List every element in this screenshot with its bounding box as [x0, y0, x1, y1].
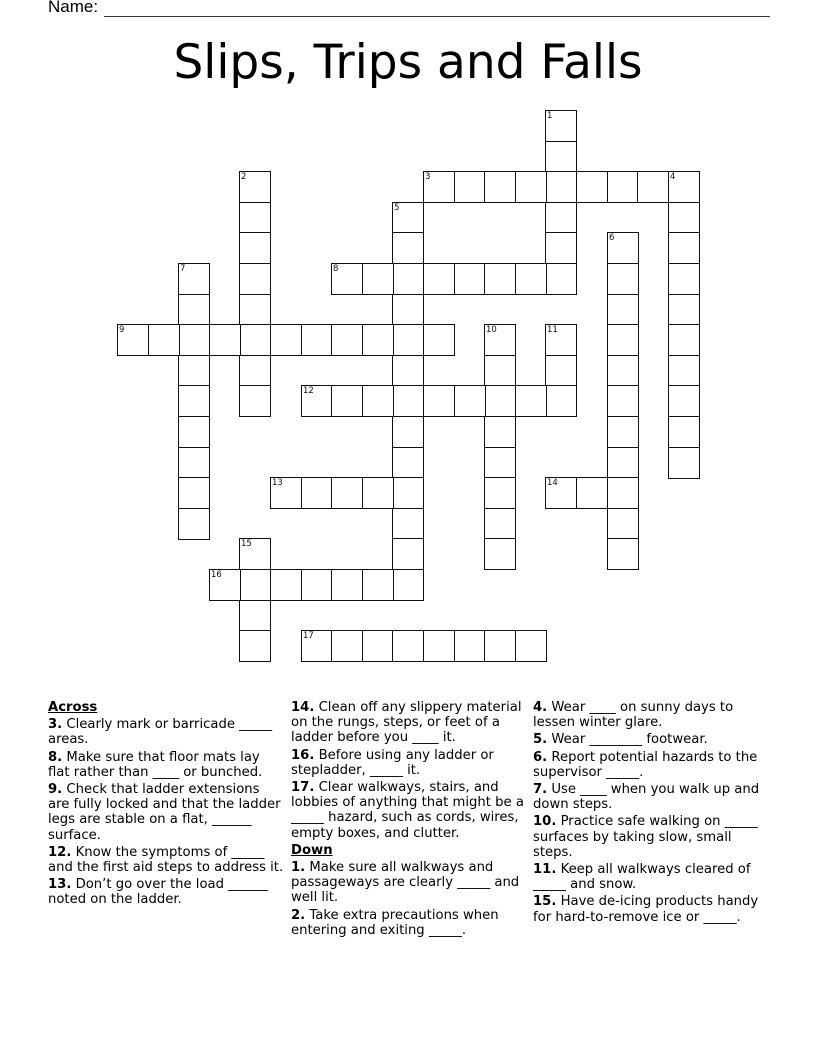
grid-cell[interactable]: [454, 171, 486, 203]
grid-cell[interactable]: [178, 355, 210, 387]
grid-cell[interactable]: [668, 202, 700, 234]
clue-number: 8: [333, 264, 339, 274]
clue-across-12: 12. Know the symptoms of _____ and the first aid steps to address it.: [48, 844, 284, 876]
grid-cell[interactable]: [607, 355, 639, 387]
grid-cell[interactable]: [545, 477, 577, 509]
grid-cell[interactable]: [392, 447, 424, 479]
clue-number: 11: [547, 325, 558, 335]
grid-cell[interactable]: [607, 232, 639, 264]
grid-cell[interactable]: [178, 324, 210, 356]
grid-cell[interactable]: [301, 324, 333, 356]
grid-cell[interactable]: [423, 171, 455, 203]
clue-down-2: 2. Take extra precautions when entering and exiting _____.: [291, 907, 499, 938]
clue-number: 14: [547, 478, 558, 488]
clue-down-4: 4. Wear ____ on sunny days to lessen winter glare.: [533, 700, 734, 731]
clue-across-13: 13. Don’t go over the load ______ noted on the ladder.: [48, 877, 268, 908]
grid-cell[interactable]: [607, 263, 639, 295]
grid-cell[interactable]: [484, 171, 516, 203]
grid-cell[interactable]: [239, 538, 271, 570]
grid-cell[interactable]: [484, 538, 516, 570]
grid-cell[interactable]: [178, 263, 210, 295]
grid-cell[interactable]: [423, 630, 455, 662]
grid-cell[interactable]: [362, 385, 394, 417]
clues-column-3: [533, 700, 769, 927]
grid-cell[interactable]: [331, 477, 363, 509]
grid-cell[interactable]: [392, 263, 424, 295]
grid-cell[interactable]: [239, 171, 271, 203]
grid-cell[interactable]: [392, 569, 424, 601]
grid-cell[interactable]: [668, 355, 700, 387]
grid-cell[interactable]: [239, 202, 271, 234]
grid-cell[interactable]: [545, 263, 577, 295]
clue-number: 12: [303, 386, 314, 396]
name-label: Name:: [48, 0, 99, 16]
grid-cell[interactable]: [178, 294, 210, 326]
grid-cell[interactable]: [545, 385, 577, 417]
clue-number: 6: [609, 233, 615, 243]
grid-cell[interactable]: [576, 171, 608, 203]
grid-cell[interactable]: [484, 263, 516, 295]
grid-cell[interactable]: [515, 171, 547, 203]
grid-cell[interactable]: [545, 110, 577, 142]
grid-cell[interactable]: [331, 569, 363, 601]
grid-cell[interactable]: [607, 385, 639, 417]
grid-cell[interactable]: [423, 385, 455, 417]
grid-cell[interactable]: [454, 263, 486, 295]
grid-cell[interactable]: [209, 324, 241, 356]
grid-cell[interactable]: [668, 263, 700, 295]
grid-cell[interactable]: [331, 263, 363, 295]
grid-cell[interactable]: [515, 630, 547, 662]
grid-cell[interactable]: [362, 477, 394, 509]
grid-cell[interactable]: [484, 385, 516, 417]
grid-cell[interactable]: [484, 355, 516, 387]
clue-number: 7: [180, 264, 186, 274]
grid-cell[interactable]: [270, 477, 302, 509]
clue-across-9: 9. Check that ladder extensions are fully locked and that the ladder legs are stable on a flat, ______ surface.: [48, 782, 281, 843]
grid-cell[interactable]: [423, 263, 455, 295]
grid-cell[interactable]: [668, 324, 700, 356]
grid-cell[interactable]: [545, 141, 577, 173]
grid-cell[interactable]: [362, 630, 394, 662]
grid-cell[interactable]: [209, 569, 241, 601]
grid-cell[interactable]: [362, 263, 394, 295]
grid-cell[interactable]: [515, 263, 547, 295]
grid-cell[interactable]: [239, 232, 271, 264]
grid-cell[interactable]: [484, 477, 516, 509]
across-heading: Across: [48, 700, 98, 715]
grid-cell[interactable]: [484, 416, 516, 448]
grid-cell[interactable]: [362, 324, 394, 356]
grid-cell[interactable]: [270, 569, 302, 601]
grid-cell[interactable]: [301, 630, 333, 662]
grid-cell[interactable]: [454, 630, 486, 662]
grid-cell[interactable]: [545, 355, 577, 387]
clue-number: 3: [425, 172, 431, 182]
grid-cell[interactable]: [392, 202, 424, 234]
clue-down-15: 15. Have de-icing products handy for hard-to-remove ice or _____.: [533, 894, 759, 925]
grid-cell[interactable]: [607, 294, 639, 326]
grid-cell[interactable]: [178, 447, 210, 479]
grid-cell[interactable]: [239, 385, 271, 417]
grid-cell[interactable]: [178, 508, 210, 540]
grid-cell[interactable]: [607, 171, 639, 203]
clue-across-17: 17. Clear walkways, stairs, and lobbies of anything that might be a _____ hazard, such as cords, wires, empty boxes, and clutter.: [291, 780, 524, 841]
grid-cell[interactable]: [392, 294, 424, 326]
clue-across-14: 14. Clean off any slippery material on the rungs, steps, or feet of a ladder before you ____ it.: [291, 700, 522, 746]
clue-number: 9: [119, 325, 125, 335]
grid-cell[interactable]: [301, 569, 333, 601]
grid-cell[interactable]: [392, 477, 424, 509]
grid-cell[interactable]: [148, 324, 180, 356]
clue-number: 17: [303, 631, 314, 641]
grid-cell[interactable]: [301, 477, 333, 509]
down-heading: Down: [291, 842, 333, 858]
grid-cell[interactable]: [668, 294, 700, 326]
grid-cell[interactable]: [301, 385, 333, 417]
clues-column-1: [48, 700, 284, 910]
grid-cell[interactable]: [607, 538, 639, 570]
grid-cell[interactable]: [239, 569, 271, 601]
grid-cell[interactable]: [392, 324, 424, 356]
clue-number: 16: [211, 570, 222, 580]
grid-cell[interactable]: [178, 416, 210, 448]
clue-across-8: 8. Make sure that floor mats lay flat rather than ____ or bunched.: [48, 749, 263, 780]
clue-number: 2: [241, 172, 247, 182]
grid-cell[interactable]: [637, 171, 669, 203]
clue-down-7: 7. Use ____ when you walk up and down steps.: [533, 782, 760, 813]
grid-cell[interactable]: [392, 385, 424, 417]
grid-cell[interactable]: [239, 630, 271, 662]
clue-down-5: 5. Wear ________ footwear.: [533, 732, 708, 748]
grid-cell[interactable]: [392, 416, 424, 448]
grid-cell[interactable]: [331, 324, 363, 356]
grid-cell[interactable]: [392, 538, 424, 570]
clue-number: 15: [241, 539, 252, 549]
clue-number: 13: [272, 478, 283, 488]
grid-cell[interactable]: [239, 263, 271, 295]
grid-cell[interactable]: [239, 600, 271, 632]
clues-column-2: [291, 700, 527, 940]
clue-down-6: 6. Report potential hazards to the supervisor _____.: [533, 749, 758, 780]
grid-cell[interactable]: [454, 385, 486, 417]
grid-cell[interactable]: [607, 324, 639, 356]
clue-down-10: 10. Practice safe walking on _____ surfaces by taking slow, small steps.: [533, 814, 758, 860]
grid-cell[interactable]: [117, 324, 149, 356]
grid-cell[interactable]: [668, 171, 700, 203]
clue-across-3: 3. Clearly mark or barricade _____ areas.: [48, 717, 273, 748]
grid-cell[interactable]: [545, 202, 577, 234]
grid-cell[interactable]: [362, 569, 394, 601]
grid-cell[interactable]: [270, 324, 302, 356]
grid-cell[interactable]: [484, 324, 516, 356]
grid-cell[interactable]: [239, 355, 271, 387]
grid-cell[interactable]: [239, 294, 271, 326]
grid-cell[interactable]: [607, 416, 639, 448]
page-title: Slips, Trips and Falls: [173, 35, 643, 90]
grid-cell[interactable]: [392, 355, 424, 387]
clue-down-11: 11. Keep all walkways cleared of _____ and snow.: [533, 862, 751, 893]
grid-cell[interactable]: [178, 385, 210, 417]
clue-number: 1: [547, 111, 553, 121]
clue-number: 4: [670, 172, 676, 182]
grid-cell[interactable]: [484, 447, 516, 479]
grid-cell[interactable]: [484, 630, 516, 662]
grid-cell[interactable]: [576, 477, 608, 509]
clue-number: 10: [486, 325, 497, 335]
grid-cell[interactable]: [668, 416, 700, 448]
clue-number: 5: [394, 203, 400, 213]
grid-cell[interactable]: [607, 447, 639, 479]
grid-cell[interactable]: [239, 324, 271, 356]
grid-cell[interactable]: [545, 324, 577, 356]
grid-cell[interactable]: [668, 385, 700, 417]
grid-cell[interactable]: [545, 171, 577, 203]
clue-across-16: 16. Before using any ladder or stepladder, _____ it.: [291, 747, 494, 778]
grid-cell[interactable]: [331, 630, 363, 662]
grid-cell[interactable]: [331, 385, 363, 417]
grid-cell[interactable]: [668, 447, 700, 479]
grid-cell[interactable]: [668, 232, 700, 264]
grid-cell[interactable]: [484, 508, 516, 540]
grid-cell[interactable]: [178, 477, 210, 509]
grid-cell[interactable]: [392, 630, 424, 662]
grid-cell[interactable]: [392, 232, 424, 264]
grid-cell[interactable]: [392, 508, 424, 540]
grid-cell[interactable]: [423, 324, 455, 356]
grid-cell[interactable]: [607, 508, 639, 540]
clue-down-1: 1. Make sure all walkways and passageways are clearly _____ and well lit.: [291, 860, 520, 906]
grid-cell[interactable]: [545, 232, 577, 264]
grid-cell[interactable]: [515, 385, 547, 417]
grid-cell[interactable]: [607, 477, 639, 509]
